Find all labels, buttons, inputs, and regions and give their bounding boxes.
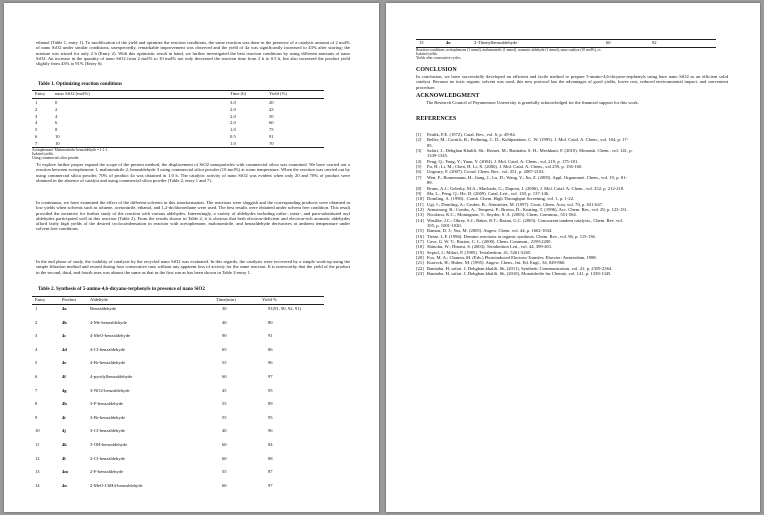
reference-text: Banitaba. H, safari. J, Dehghan khalili. Sh, (2011), Synthetic Communication, vol. 41: p. 2359-2364.	[427, 265, 613, 271]
table1-header-silica: nano SiO2 (mol%)	[55, 91, 90, 96]
reference-number: [16]	[416, 233, 424, 239]
reference-text: Ungvary, F. (2007). Coord. Chem. Rev., vol. 251, p. 2087-2102.	[427, 169, 545, 175]
intro-paragraph: ethanol (Table 1, entry 1). To modification of the yield and optimize the reaction conditions, the same reaction was done in the presence of a catalytic amount of 2 mol% of nano SiO2 under similar conditions, unexpectedly, remarkable improvement was observed and the yield of 4a was significantly increased to 43% after stirring; the mixture was stirred for only 2 h (Entry 2). With this optimistic result in hand, we further investigated the best reaction conditions by using different amounts of nano SiO2. An increase in the quantity of nano SiO2 from 2 mol% to 10 mol% not only decreased the reaction time from 2 h to 0.5 h, but also increased the product yield slightly from 43% to 91% (Entry 6).	[36, 40, 350, 67]
table-cell: 7	[35, 140, 38, 146]
reference-item	[416, 186, 728, 191]
reference-item	[416, 266, 728, 271]
conclusion-paragraph: In conclusion, we have successfully developed an efficient and facile method to prepare 5-amino-4,6-dicyano-terphenyls using bare nano SiO2 as an efficient solid catalyst. Because no toxic organic solvent was used, this new protocol has the advantages of good yields, lower cost, reduced environmental impact, and convenient procedure.	[416, 74, 728, 90]
table-cell: 4e	[62, 360, 67, 366]
table-cell: 8	[35, 401, 38, 407]
table-cell: 1	[35, 100, 38, 105]
table-row	[32, 373, 324, 380]
reference-number: [4]	[416, 158, 422, 164]
reference-text: 1339-1345.	[427, 153, 449, 159]
table-cell: 2.0	[230, 106, 236, 112]
reference-text: Paulik, F.E. (1972). Catal. Rev., vol. 6, p. 49-84.	[427, 132, 516, 137]
table-row	[32, 455, 324, 462]
reference-number: [17]	[416, 239, 424, 244]
table2-cont-time: 60	[606, 40, 611, 45]
table-cell: 80	[268, 319, 273, 325]
table1-title: Table 1. Optimizing reaction conditions	[38, 82, 123, 87]
table1-footnote-1: Acetophenone/ Malononitrile/ benzaldehyde = 1:1:1.	[32, 148, 109, 152]
reference-item	[416, 244, 728, 249]
reference-item	[416, 212, 728, 217]
table-cell: 6	[35, 374, 38, 379]
table-cell: 10	[55, 134, 60, 139]
table-cell: 3	[35, 113, 38, 119]
table-cell: 4i	[62, 414, 66, 420]
reference-number: [7]	[416, 174, 422, 180]
reference-item	[416, 164, 728, 169]
table2-header-product: Product	[62, 297, 77, 302]
reference-text: Ugi, I.; Domling, A.; Gruber, B.; Almstetter, M. (1997). Croat. Chem. Acta, vol. 70, p. 631-647.	[427, 201, 604, 207]
table-cell: 55	[222, 360, 227, 366]
table-cell: 4j	[62, 428, 66, 434]
table-cell: 12	[35, 455, 40, 461]
table-cell: 40	[222, 428, 227, 434]
table-cell: 95	[268, 387, 273, 393]
table-row	[32, 359, 324, 366]
reference-number: [5]	[416, 164, 422, 170]
table-cell: 60	[269, 120, 274, 126]
table-cell: 4g	[62, 387, 67, 393]
table-cell: 3-F-benzaldehyde	[90, 401, 124, 407]
table2-header-yield: Yield %	[262, 297, 277, 302]
reference-number: [1]	[416, 132, 422, 137]
table-cell: 4l	[62, 455, 66, 461]
table2-cont-footnote-2: Isolated yields.	[416, 52, 438, 56]
table-cell: 10	[55, 140, 60, 146]
reference-item	[416, 228, 728, 233]
reference-number: [13]	[416, 212, 424, 218]
table-cell: 3-NO2-benzaldehyde	[90, 387, 130, 393]
reference-text: Shinobu, W.; Hitomi, S. (2003). Tetrahedron Lett., vol. 44, 399-401.	[427, 244, 553, 250]
reference-item	[416, 260, 728, 265]
table2-header-row	[32, 296, 324, 303]
reference-number: [6]	[416, 169, 422, 175]
reference-item	[416, 202, 728, 207]
table-row	[32, 387, 324, 394]
reference-number: [14]	[416, 217, 424, 223]
table-cell: 4d	[62, 346, 67, 352]
table-cell: 4-pyridylbenzaldehyde	[90, 374, 133, 379]
reference-item	[416, 271, 728, 276]
table-cell: 2-Cl-benzaldehyde	[90, 455, 125, 461]
table-cell: 3	[35, 333, 38, 339]
reference-item	[416, 218, 728, 223]
reference-text: Ma, L.; Peng, Q.; He, D. (2009). Catal. Lett., vol. 130, p. 137-146.	[427, 190, 550, 196]
table-row	[32, 400, 324, 407]
paragraph-silica-comparison: To explore further proper expand the scope of the present method, the displacement of SiO2 nanoparticles with commercial silica was examined. We have carried out a reaction between acetophenone 1, malononitrile 2, benzaldehyde 3 using commercial silica powder (10 mol%) at room temperature. When the reaction was carried out by using commercial silica powder, 70% of product 4a was obtained in 1.0 h. The catalytic activity of nano SiO2 was evident when only 20 and 70% of product were obtained in the absence of catalyst and using commercial silica powder (Table 2, entry 1 and 7).	[36, 162, 350, 183]
acknowledgment-heading: ACKNOWLEDGMENT	[416, 93, 480, 99]
reference-text: Nicolaou, K.C.; Montagnon, T.; Snyder, S. A. (2003). Chem. Commun., 551-564.	[427, 212, 577, 218]
table-cell: 4h	[62, 401, 67, 407]
table-row	[32, 427, 324, 434]
reference-text: Tietze, L.F. (1996). Domino reactions in organic synthesis. Chem. Rev., vol. 96, p. 115-136.	[427, 233, 596, 239]
table-cell: 90	[222, 333, 227, 339]
table2-cont-aldehyde: 2-Thienylbenzaldehyde	[474, 40, 518, 45]
table2-cont-product: 4o	[446, 40, 451, 45]
table-cell: 4f	[62, 374, 66, 379]
reference-item	[416, 153, 728, 158]
table-cell: 2	[55, 106, 58, 112]
table-cell: 60	[222, 374, 227, 379]
table-cell: 4a	[62, 306, 67, 311]
table-cell: 4	[55, 113, 58, 119]
acknowledgment-paragraph: The Research Council of Payamenoor University is gratefully acknowledged for the financial support for this work.	[426, 100, 639, 105]
table-cell: 55	[222, 414, 227, 420]
reference-text: 85.	[427, 142, 433, 148]
table1-header-yield: Yield (%)	[269, 91, 287, 96]
table2-cont-row	[416, 39, 716, 46]
table-cell: 4	[35, 120, 38, 126]
reference-text: Domling, A. (1998)., Comb. Chem. High Throughput Screening, vol. 1, p. 1-22.	[427, 196, 575, 202]
table2-header-aldehyde: Aldehyde	[90, 297, 108, 302]
reference-text: Cave, G. W. V.; Raston, C. L. (2000). Chem. Commun., 2199-2200.	[427, 239, 552, 244]
table-cell: 3-Br-benzaldehyde	[90, 414, 126, 420]
reference-item	[416, 159, 728, 164]
table-cell: 60	[222, 482, 227, 488]
reference-text: Kurreck, H.; Huber, M. (1995). Angew. Chem., Int. Ed. Engl., 34, 849-866.	[427, 260, 566, 266]
table-cell: 4-MeO-benzaldehyde	[90, 333, 131, 339]
reference-item	[416, 191, 728, 196]
table-cell: 40	[222, 319, 227, 325]
table-cell: 97	[268, 374, 273, 379]
reference-number: [15]	[416, 228, 424, 234]
table-cell: 95	[268, 414, 273, 420]
table-cell: 1.0	[230, 127, 236, 133]
reference-item	[416, 196, 728, 201]
table-cell: 4n	[62, 482, 67, 488]
reference-number: [3]	[416, 148, 422, 154]
table-cell: 2-F-benzaldehyde	[90, 469, 124, 475]
reference-number: [10]	[416, 196, 424, 202]
table-cell: 91(91, 90, 92, 91)	[268, 306, 301, 311]
table-cell: 3-OH-benzaldehyde	[90, 442, 128, 447]
reference-number: [2]	[416, 137, 422, 143]
reference-item	[416, 137, 728, 142]
table-cell: 4-Br-benzaldehyde	[90, 360, 126, 366]
table-row	[32, 319, 324, 326]
table-cell: 4k	[62, 442, 67, 447]
table-cell: 75	[269, 127, 274, 133]
table-cell: 4b	[62, 319, 67, 325]
table1-footnote-2: Isolated yields.	[32, 152, 54, 156]
table-cell: 89	[268, 401, 273, 407]
table-cell: 4c	[62, 333, 67, 339]
reference-text: Armstrong, R.; Combs, A.; Tempest, P.; Brown, D.; Keating, T. (1996). Acc. Chem. Res., vol. 29, p. 123-131.	[427, 206, 629, 212]
reference-text: Wasilke, J.C.; Obrey, S.J.; Baker, R.T.; Bazan, G.C. (2005). Concurrent tandem catalysis., Chem. Rev. vol.	[427, 217, 624, 223]
table1-footnote-3: Using commercial silica powder.	[32, 156, 80, 160]
reference-text: Sepiol, J.; Milart, P. (1985). Tetrahedron, 41, 5261-5265.	[427, 249, 532, 255]
paragraph-recycling: In the end phase of study, the viability of catalysis by the recycled nano SiO2 was evaluated. In this regards, the catalysts were recovered by a simple work-up using the simple filtration method and reused during four consecutive runs without any apparent loss of activity for the same reaction. It is noteworthy that the yield of the product in the second, third, and fourth uses was almost the same as that in the first run as has been shown in Table 2-entry 1.	[36, 259, 350, 275]
table1-header-row	[32, 90, 324, 97]
reference-item	[416, 250, 728, 255]
table-cell: 7	[35, 387, 38, 393]
table-cell: 30	[222, 306, 227, 311]
table2-cont-entry: 15	[419, 40, 424, 45]
table-cell: 87	[268, 469, 273, 475]
table-cell: 96	[268, 428, 273, 434]
table-row	[32, 346, 324, 353]
table-cell: 8	[55, 127, 58, 133]
table-row	[32, 441, 324, 448]
table-cell: 9	[35, 414, 38, 420]
table-cell: 97	[268, 482, 273, 488]
table-row	[32, 482, 324, 489]
table-cell: 70	[269, 140, 274, 146]
reference-item	[416, 234, 728, 239]
table-cell: 4-Cl-benzaldehyde	[90, 346, 125, 352]
table1-header-entry: Entry	[35, 91, 46, 96]
reference-item	[416, 255, 728, 260]
table-row	[32, 332, 324, 339]
conclusion-heading: CONCLUSION	[416, 67, 457, 73]
table2-title: Table 2. Synthesis of 5-amino-4,6-dicyano-terphenyls in presence of nano SiO2	[38, 287, 205, 292]
table-cell: 5	[35, 360, 38, 366]
reference-item	[416, 180, 728, 185]
table-cell: 2.0	[230, 113, 236, 119]
reference-item	[416, 223, 728, 228]
reference-text: Fox, M. A.; Chanon, M. (Eds.) Photoinduced Electron Transfer; Elsevier: Amsterdam, 1988.	[427, 255, 597, 261]
table-cell: 6	[35, 134, 38, 139]
table-cell: 2.0	[230, 120, 236, 126]
table-cell: 3-Cl-benzaldehyde	[90, 428, 125, 434]
reference-item	[416, 143, 728, 148]
table-cell: 60	[222, 442, 227, 447]
reference-number: [8]	[416, 185, 422, 191]
table-cell: 65	[222, 346, 227, 352]
table-cell: 13	[35, 469, 40, 475]
table-cell: 91	[268, 333, 273, 339]
reference-item	[416, 169, 728, 174]
reference-text: Ramon, D. J.; Yus, M. (2005). Angew. Chem. vol. 44, p. 1602-1634.	[427, 228, 553, 234]
reference-text: Fu, H.; Li, M.; Chen, H. Li, X. (2006). J. Mol. Catal. A: Chem., vol 259, p. 156-160.	[427, 164, 583, 170]
table-cell: 1	[35, 306, 38, 311]
table2-cont-yield: 92	[652, 40, 657, 45]
reference-item	[416, 175, 728, 180]
table-row	[32, 468, 324, 475]
table-cell: 88	[268, 455, 273, 461]
reference-text: Beller, M.; Cornils, B.; Frohning, C. D.; Kohlpaintner, C. W. (1995). J. Mol. Catal. A: Chem., vol. 104, p. 17-	[427, 137, 629, 143]
table-cell: 1.0	[230, 140, 236, 146]
table-cell: 4m	[62, 469, 69, 475]
reference-number: [23]	[416, 271, 424, 277]
table-cell: 43	[269, 106, 274, 112]
reference-number: [20]	[416, 255, 424, 261]
table-cell: 4-Me-benzaldehyde	[90, 319, 127, 325]
table2-cont-footnote-1: Reaction conditions: acetophenone (1 mmol), malononitrile (1 mmol), aromatic aldehyde (1 mmol), nano catalyst (10 mol%), r.t.	[416, 48, 602, 52]
reference-item	[416, 148, 728, 153]
reference-text: Banitaba. H, safari. J, Dehghan khalili. Sh, (2010), Monatshefte fur Chemie, vol. 141, p. 1339-1345.	[427, 271, 612, 277]
table-cell: 10	[35, 428, 40, 434]
reference-item	[416, 207, 728, 212]
table1-header-time: Time (h)	[230, 91, 247, 96]
reference-text: Safari, J.; Dehghan Khalili, Sh.; Rezaei, M.; Banitaba, S. H.; Meshkani, F. (2010). Monatsh. Chem., vol. 141, p.	[427, 148, 633, 154]
table-cell: 55	[222, 469, 227, 475]
table-cell: 60	[222, 455, 227, 461]
table-cell: 50	[269, 113, 274, 119]
table2-cont-footnote-3: Yields after consecutive cycles.	[416, 56, 462, 60]
document-page-left	[4, 3, 379, 512]
table-cell: 91	[269, 134, 274, 139]
reference-number: [9]	[416, 190, 422, 196]
references-heading: REFERENCES	[416, 116, 457, 122]
table-row	[32, 414, 324, 421]
table-cell: 2-MeO-C6H4-benzaldehyde	[90, 482, 143, 488]
reference-number: [21]	[416, 260, 424, 266]
table2-header-entry: Entry	[35, 297, 46, 302]
reference-text: 89.	[427, 180, 433, 186]
reference-text: Peng, Q.; Yang, Y.; Yuan, Y. (2004). J. Mol. Catal. A: Chem., vol. 219, p. 175-181.	[427, 158, 579, 164]
table-cell: 45	[222, 387, 227, 393]
table-cell: 3.0	[230, 100, 236, 105]
table-cell: 20	[269, 100, 274, 105]
table-row	[32, 140, 324, 147]
table-cell: 55	[222, 401, 227, 407]
document-page-right	[386, 3, 760, 512]
table-cell: 96	[268, 360, 273, 366]
table-cell: 86	[268, 346, 273, 352]
table-cell: 0	[55, 100, 58, 105]
reference-number: [22]	[416, 265, 424, 271]
table-cell: 14	[35, 482, 40, 488]
table-cell: 4	[35, 346, 38, 352]
table-cell: 0.5	[230, 134, 236, 139]
table2-header-time: Time(min)	[216, 297, 236, 302]
table-cell: 6	[55, 120, 58, 126]
table-row	[32, 305, 324, 312]
reference-number: [19]	[416, 249, 424, 255]
table-cell: 5	[35, 127, 38, 133]
table-cell: 11	[35, 442, 40, 447]
table-cell: 84	[268, 442, 273, 447]
reference-text: Bruns, A.J.; Gelesky, M.A.; Machado, G.; Dupont, J. (2006). J. Mol. Catal. A: Chem., vol. 252, p. 212-218.	[427, 185, 625, 191]
table-cell: 2	[35, 319, 38, 325]
reference-item	[416, 132, 728, 137]
paragraph-solvent-scope: In continuous, we have examined the effect of the different solvents in this transformation. The reactions were sluggish and the corresponding products were obtained in low yields when solvents such as toluene, acetonitrile, ethanol, and 1,2-dichloroethane were used. The best results were obtained under solvent free condition. This result provided the incentive for further study of the reaction with various aldehydes. Interestingly, a variety of aldehydes including ortho-, meta-, and para-substituted aryl aldehydes participated well in this reaction (Table 2). From the results shown in Table 2, it is obvious that both electron-deficient and electron-rich aromatic aldehydes afford fairly high yields of the desired cyclocondensation in reaction with acetophenone, malononitrile, and benzaldehyde derivatives at ambient temperature under solvent free conditions.	[36, 200, 350, 232]
reference-number: [12]	[416, 206, 424, 212]
reference-number: [11]	[416, 201, 424, 207]
reference-item	[416, 239, 728, 244]
reference-text: 105, p. 1001-1020.	[427, 222, 462, 228]
table-cell: Benzaldehyde	[90, 306, 117, 311]
reference-number: [18]	[416, 244, 424, 250]
reference-text: Wen, F.; Bonnemann, H.; Jiang, J.; Lu, D.; Wang, Y.; Jin, Z. (2005). Appl. Organomet. Chem., vol. 19, p. 81-	[427, 174, 627, 180]
table-cell: 2	[35, 106, 38, 112]
